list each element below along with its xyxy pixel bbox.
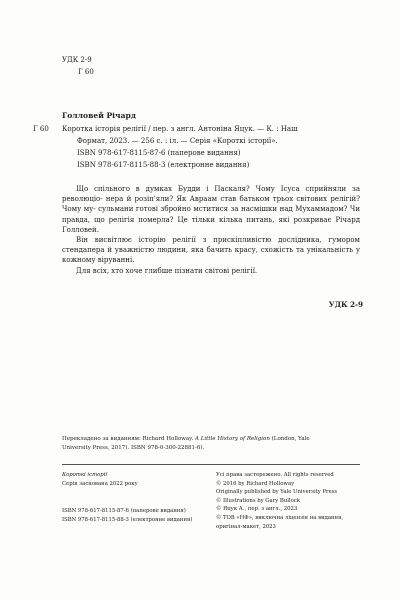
series-founded: Серія заснована 2022 року (62, 481, 138, 487)
bib-line: Коротка історія релігії / пер. з англ. Антоніна Яцук. — К. : Наш (62, 125, 298, 133)
series-name: Короткі історії (62, 472, 108, 478)
translation-line2: University Press, 2017). ISBN 978-0-300-22881-6). (62, 445, 205, 451)
bib-isbn-paper: ISBN 978-617-8115-87-6 (паперове видання) (77, 149, 241, 157)
bib-line: Формат, 2023. — 256 с. : іл. — Серія «Короткі історії». (77, 137, 278, 145)
isbn-paper: ISBN 978-617-8115-87-6 (паперове видання) (62, 508, 186, 514)
abstract-line: Що спільного в думках Будди і Паскаля? Чому Ісуса сприйняли за революціо- (62, 185, 360, 204)
abstract-line: й уважністю людини, яка бачить красу, схожість та унікальність у кожному (62, 246, 360, 265)
udk-code-bottom: УДК 2-9 (328, 300, 363, 309)
copyright-line: © ТОВ «НФ», виключна ліцензія на видання, (216, 514, 344, 521)
author-heading: Голловей Річард (62, 111, 136, 120)
translation-source (62, 435, 362, 453)
author-code-top: Г 60 (78, 68, 94, 76)
copyright-line: © Illustrations by Gary Bullock (216, 497, 300, 504)
spacer (62, 489, 202, 498)
abstract-line: віруванні. (97, 256, 135, 265)
abstract-line: сульмани готові збройно мститися за насмішки над Мухаммадом? Чи правда, (62, 205, 360, 224)
author-code-side: Г 60 (33, 125, 49, 133)
translation-suffix: (London, Yale (271, 436, 310, 442)
abstract-line: що релігія померла? Це тільки кілька питань, які розкриває Річард Голловей. (62, 215, 361, 234)
udk-code-top: УДК 2-9 (62, 56, 92, 64)
original-title: A Little History of Religion (195, 436, 270, 442)
abstract-paragraph (62, 184, 360, 235)
abstract-line: нера й розіп'яли? Як Авраам став батьком трьох світових релігій? Чому му- (62, 195, 360, 214)
copyright-line: © 2016 by Richard Holloway (216, 480, 295, 487)
copyright-line: Originally published by Yale University Press (216, 489, 338, 496)
copyright-line: оригінал-макет, 2023 (216, 523, 276, 530)
copyright-info (216, 471, 366, 531)
abstract-paragraph (62, 235, 360, 266)
divider (62, 464, 360, 465)
translation-prefix: Перекладено за виданням: Richard Holloway. (62, 436, 194, 442)
spacer (62, 498, 202, 507)
copyright-line: © Яцук А., пер. з англ., 2023 (216, 506, 298, 513)
abstract-paragraph: Для всіх, хто хоче глибше пізнати світові релігії. (76, 266, 258, 275)
bibliographic-record (62, 123, 362, 171)
abstract (62, 184, 360, 276)
bib-isbn-electronic: ISBN 978-617-8115-88-3 (електронне видання) (77, 161, 250, 169)
isbn-electronic: ISBN 978-617-8115-88-3 (електронне видання) (62, 517, 193, 523)
copyright-line: Усі права застережено. All rights reserved (216, 472, 334, 478)
series-info (62, 471, 202, 525)
abstract-line: Він висвітлює історію релігії з прискіпливістю дослідника, гумором стендапера (62, 236, 360, 255)
